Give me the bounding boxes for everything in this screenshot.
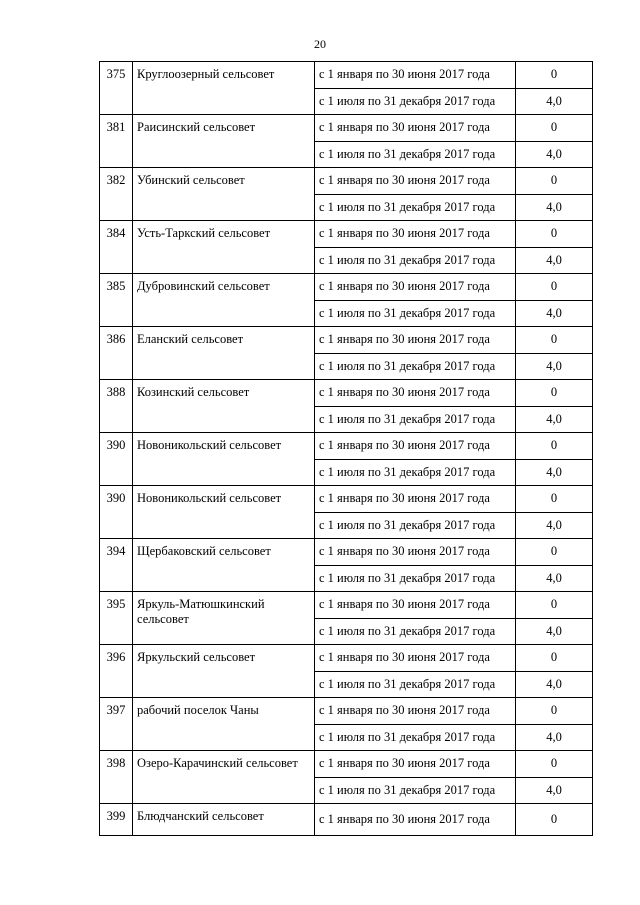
period-cell: с 1 июля по 31 декабря 2017 года xyxy=(315,777,516,804)
value-cell: 4,0 xyxy=(516,88,593,115)
value-cell: 0 xyxy=(516,274,593,301)
period-cell: с 1 июля по 31 декабря 2017 года xyxy=(315,512,516,539)
value-cell: 4,0 xyxy=(516,459,593,486)
period-cell: с 1 января по 30 июня 2017 года xyxy=(315,751,516,778)
period-cell: с 1 июля по 31 декабря 2017 года xyxy=(315,724,516,751)
period-cell: с 1 июля по 31 декабря 2017 года xyxy=(315,88,516,115)
municipality-name: Раисинский сельсовет xyxy=(133,115,315,168)
municipality-name: Еланский сельсовет xyxy=(133,327,315,380)
municipality-name: Козинский сельсовет xyxy=(133,380,315,433)
tariff-table-body xyxy=(100,62,593,836)
table-row xyxy=(100,327,593,354)
municipality-name: Дубровинский сельсовет xyxy=(133,274,315,327)
row-number: 384 xyxy=(100,221,133,274)
row-number: 390 xyxy=(100,486,133,539)
value-cell: 4,0 xyxy=(516,353,593,380)
value-cell: 4,0 xyxy=(516,247,593,274)
period-cell: с 1 июля по 31 декабря 2017 года xyxy=(315,194,516,221)
period-cell: с 1 июля по 31 декабря 2017 года xyxy=(315,618,516,645)
period-cell: с 1 июля по 31 декабря 2017 года xyxy=(315,671,516,698)
period-cell: с 1 июля по 31 декабря 2017 года xyxy=(315,300,516,327)
value-cell: 0 xyxy=(516,486,593,513)
value-cell: 4,0 xyxy=(516,724,593,751)
row-number: 382 xyxy=(100,168,133,221)
period-cell: с 1 июля по 31 декабря 2017 года xyxy=(315,141,516,168)
table-row xyxy=(100,539,593,566)
value-cell: 0 xyxy=(516,115,593,142)
period-cell: с 1 января по 30 июня 2017 года xyxy=(315,645,516,672)
value-cell: 0 xyxy=(516,380,593,407)
table-row xyxy=(100,804,593,836)
municipality-name: Убинский сельсовет xyxy=(133,168,315,221)
value-cell: 4,0 xyxy=(516,777,593,804)
table-row xyxy=(100,751,593,778)
table-row xyxy=(100,274,593,301)
period-cell: с 1 января по 30 июня 2017 года xyxy=(315,168,516,195)
municipality-name: Усть-Таркский сельсовет xyxy=(133,221,315,274)
table-row xyxy=(100,115,593,142)
table-row xyxy=(100,645,593,672)
value-cell: 0 xyxy=(516,433,593,460)
value-cell: 0 xyxy=(516,327,593,354)
municipality-name: Яркульский сельсовет xyxy=(133,645,315,698)
row-number: 381 xyxy=(100,115,133,168)
period-cell: с 1 января по 30 июня 2017 года xyxy=(315,433,516,460)
municipality-name: Щербаковский сельсовет xyxy=(133,539,315,592)
municipality-name: Новоникольский сельсовет xyxy=(133,433,315,486)
municipality-name: Озеро-Карачинский сельсовет xyxy=(133,751,315,804)
period-cell: с 1 июля по 31 декабря 2017 года xyxy=(315,247,516,274)
row-number: 385 xyxy=(100,274,133,327)
value-cell: 4,0 xyxy=(516,406,593,433)
period-cell: с 1 июля по 31 декабря 2017 года xyxy=(315,406,516,433)
period-cell: с 1 июля по 31 декабря 2017 года xyxy=(315,353,516,380)
page-number: 20 xyxy=(314,37,326,51)
municipality-name: Круглоозерный сельсовет xyxy=(133,62,315,115)
table-row xyxy=(100,486,593,513)
row-number: 396 xyxy=(100,645,133,698)
period-cell: с 1 января по 30 июня 2017 года xyxy=(315,592,516,619)
table-row xyxy=(100,592,593,619)
row-number: 395 xyxy=(100,592,133,645)
row-number: 399 xyxy=(100,804,133,836)
row-number: 397 xyxy=(100,698,133,751)
value-cell: 0 xyxy=(516,168,593,195)
municipality-name: Блюдчанский сельсовет xyxy=(133,804,315,836)
row-number: 375 xyxy=(100,62,133,115)
value-cell: 4,0 xyxy=(516,512,593,539)
value-cell: 0 xyxy=(516,751,593,778)
period-cell: с 1 января по 30 июня 2017 года xyxy=(315,380,516,407)
value-cell: 0 xyxy=(516,645,593,672)
table-row xyxy=(100,62,593,89)
period-cell: с 1 января по 30 июня 2017 года xyxy=(315,804,516,836)
value-cell: 0 xyxy=(516,221,593,248)
value-cell: 4,0 xyxy=(516,300,593,327)
row-number: 390 xyxy=(100,433,133,486)
value-cell: 0 xyxy=(516,592,593,619)
period-cell: с 1 января по 30 июня 2017 года xyxy=(315,539,516,566)
period-cell: с 1 января по 30 июня 2017 года xyxy=(315,115,516,142)
table-row xyxy=(100,380,593,407)
value-cell: 4,0 xyxy=(516,141,593,168)
value-cell: 0 xyxy=(516,539,593,566)
table-row xyxy=(100,168,593,195)
period-cell: с 1 июля по 31 декабря 2017 года xyxy=(315,565,516,592)
table-row xyxy=(100,698,593,725)
value-cell: 0 xyxy=(516,698,593,725)
municipality-name: Новоникольский сельсовет xyxy=(133,486,315,539)
row-number: 394 xyxy=(100,539,133,592)
period-cell: с 1 января по 30 июня 2017 года xyxy=(315,327,516,354)
value-cell: 4,0 xyxy=(516,565,593,592)
value-cell: 4,0 xyxy=(516,671,593,698)
row-number: 386 xyxy=(100,327,133,380)
row-number: 398 xyxy=(100,751,133,804)
period-cell: с 1 января по 30 июня 2017 года xyxy=(315,486,516,513)
municipality-name: Яркуль-Матюшкинский сельсовет xyxy=(133,592,315,645)
table-row xyxy=(100,221,593,248)
value-cell: 4,0 xyxy=(516,618,593,645)
value-cell: 0 xyxy=(516,804,593,836)
row-number: 388 xyxy=(100,380,133,433)
value-cell: 4,0 xyxy=(516,194,593,221)
period-cell: с 1 января по 30 июня 2017 года xyxy=(315,698,516,725)
period-cell: с 1 января по 30 июня 2017 года xyxy=(315,274,516,301)
municipality-name: рабочий поселок Чаны xyxy=(133,698,315,751)
tariff-table xyxy=(99,61,593,836)
period-cell: с 1 июля по 31 декабря 2017 года xyxy=(315,459,516,486)
period-cell: с 1 января по 30 июня 2017 года xyxy=(315,62,516,89)
period-cell: с 1 января по 30 июня 2017 года xyxy=(315,221,516,248)
table-row xyxy=(100,433,593,460)
value-cell: 0 xyxy=(516,62,593,89)
